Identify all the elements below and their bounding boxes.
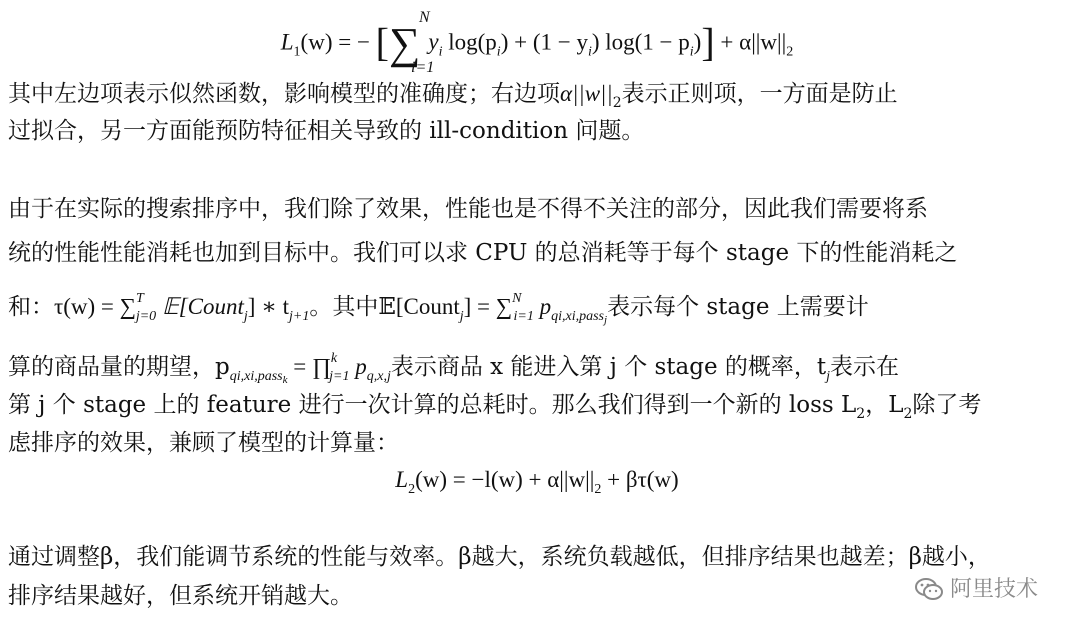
eq1-body-4: ) — [693, 29, 702, 55]
para2-line4-c: p — [349, 354, 367, 379]
para2-line5 — [8, 394, 1066, 421]
eq1-body-sub: i — [438, 44, 443, 60]
eq1-right-bracket: ] — [701, 19, 715, 65]
para1-line1-b: 表示正则项，一方面是防止 — [621, 81, 898, 107]
eq1-body-1-sub: i — [496, 44, 501, 60]
eq1-left-bracket: [ — [375, 19, 389, 65]
para3-line2: 排序结果越好，但系统开销越大。 — [8, 583, 353, 609]
para2-line3-b: 𝔼[Count — [156, 294, 244, 319]
para2-line4-sup2: k — [330, 351, 338, 366]
para1-line1-math: α||w|| — [560, 81, 613, 106]
para2-line3-sub4: j — [459, 309, 464, 324]
para2-line5-sub1: 2 — [856, 406, 866, 422]
para2-line3-sup1: T — [136, 291, 144, 306]
para2-line4-sub1: qi,xi,pass — [229, 369, 283, 384]
para2-line3-sub2: j — [243, 309, 248, 324]
eq1-sum-upper: N — [419, 9, 430, 26]
eq1-sum-lower: i=1 — [411, 59, 435, 76]
para2-line4-e: 表示在 — [830, 354, 900, 380]
para1-line1-a: 其中左边项表示似然函数，影响模型的准确度；右边项 — [8, 81, 560, 107]
para2-line3-sup5: N — [512, 291, 522, 306]
para2-line3-f: p — [533, 294, 552, 319]
para2-line3-d: 。其中𝔼[Count — [309, 294, 460, 319]
para2-line3-sub3: j+1 — [288, 309, 310, 324]
eq2-lhs-sub: 2 — [408, 482, 416, 497]
eq1-lhs-arg: (w) = − — [300, 29, 370, 55]
eq1-lhs-sub: 1 — [293, 44, 301, 60]
para2-line3-sub6: qi,xi,pass — [551, 309, 604, 324]
eq1-reg-sub: 2 — [786, 44, 794, 60]
para2-line2: 统的性能性能消耗也加到目标中。我们可以求 CPU 的总消耗等于每个 stage 下的性能消耗之 — [8, 240, 958, 266]
eq1-reg: + α||w|| — [714, 29, 787, 55]
para2-line4-b: = ∏ — [287, 354, 331, 379]
para2-line4-a: 算的商品量的期望，p — [8, 354, 230, 380]
eq1-body-3-sub: i — [689, 44, 694, 60]
para2-line3-sub5: i=1 — [513, 309, 534, 324]
para2-line4-sub3: q,x,j — [366, 369, 391, 384]
equation-l2 — [0, 468, 1074, 497]
eq1-body: y — [428, 29, 439, 55]
eq1-body-2-sub: i — [587, 44, 592, 60]
para1-line1-math-sub: 2 — [612, 95, 622, 111]
para1-line1 — [8, 82, 1066, 110]
para3-line1: 通过调整β，我们能调节系统的性能与效率。β越大，系统负载越低，但排序结果也越差；β越小， — [8, 544, 991, 570]
para2-line4-d: 表示商品 x 能进入第 j 个 stage 的概率，t — [390, 354, 827, 380]
eq2-rhs-tail: + βτ(w) — [601, 467, 679, 492]
para2-line5-a: 第 j 个 stage 上的 feature 进行一次计算的总耗时。那么我们得到一个新的 loss L — [8, 392, 857, 418]
para2-line6: 虑排序的效果，兼顾了模型的计算量： — [8, 430, 399, 456]
para2-line3-g: 表示每个 stage 上需要计 — [607, 294, 869, 320]
eq2-rhs-sub: 2 — [594, 482, 602, 497]
eq1-body-1: log(p — [442, 29, 497, 55]
para2-line4-sub4: j — [826, 369, 831, 384]
para2-line3 — [8, 292, 1066, 326]
para2-line1: 由于在实际的搜索排序中，我们除了效果，性能也是不得不关注的部分，因此我们需要将系 — [8, 196, 928, 222]
wechat-icon — [914, 576, 944, 602]
para2-line3-c: ] ∗ t — [247, 294, 289, 319]
para2-line5-sub2: 2 — [903, 406, 913, 422]
para2-line4 — [8, 352, 1066, 386]
watermark — [914, 572, 1038, 603]
eq1-sum: ∑ N i=1 — [389, 9, 435, 76]
para2-line5-b: ，L — [865, 392, 904, 418]
equation-l1 — [0, 9, 1074, 76]
eq2-rhs: (w) = −l(w) + α||w|| — [415, 467, 595, 492]
eq1-body-3: ) log(1 − p — [591, 29, 690, 55]
eq2-lhs: L — [395, 467, 409, 492]
para2-line4-sub1b: k — [282, 374, 288, 386]
para1-line2: 过拟合，另一方面能预防特征相关导致的 ill-condition 问题。 — [8, 118, 645, 144]
para2-line3-sub6b: j — [604, 314, 608, 326]
para2-line4-sub2: j=1 — [329, 369, 350, 384]
para2-line5-c: 除了考 — [912, 392, 982, 418]
para2-line3-e: ] = ∑ — [463, 294, 513, 319]
watermark-text: 阿里技术 — [949, 577, 1038, 602]
para2-line3-sub1: j=0 — [135, 309, 157, 324]
eq1-lhs: L — [280, 29, 294, 55]
para2-line3-a: 和：τ(w) = ∑ — [8, 294, 137, 319]
eq1-body-2: ) + (1 − y — [500, 29, 588, 55]
